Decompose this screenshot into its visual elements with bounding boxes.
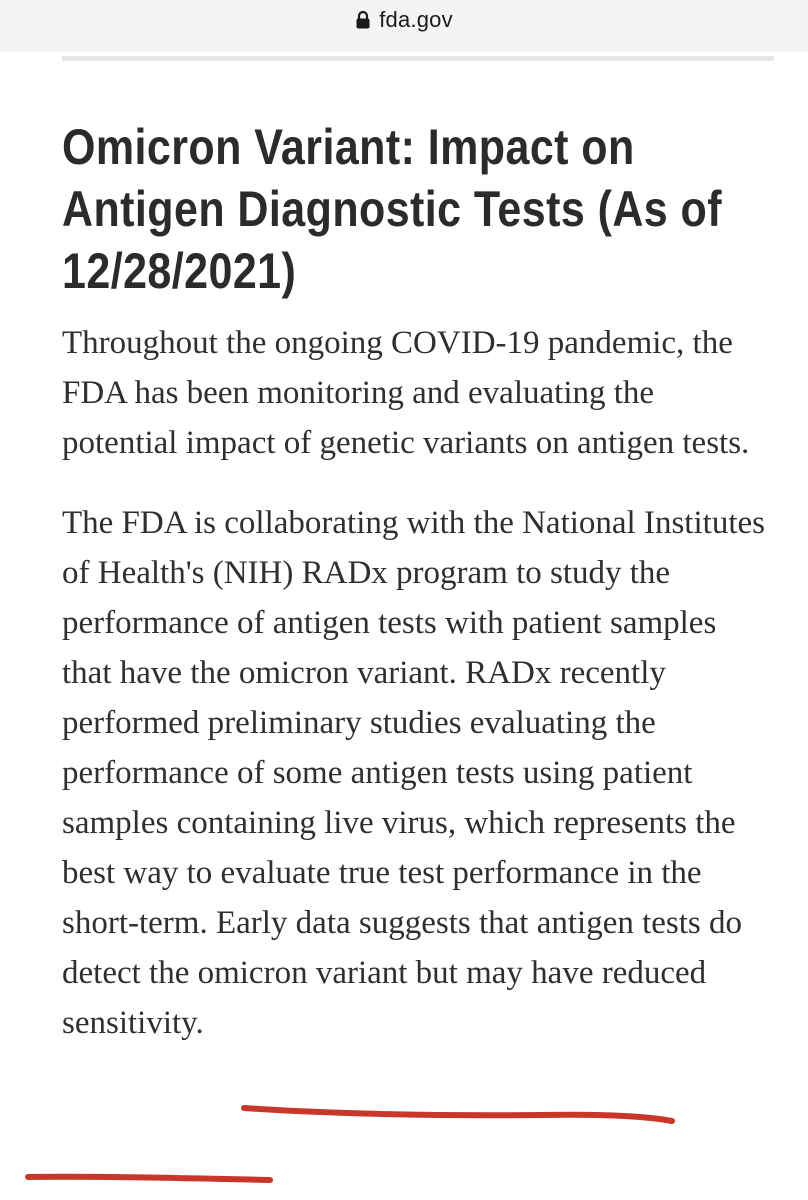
page-title: Omicron Variant: Impact on Antigen Diagnostic Tests (As of 12/28/2021)	[62, 119, 722, 299]
page-divider	[62, 56, 774, 61]
article	[62, 116, 774, 1048]
address-bar[interactable]	[0, 0, 808, 52]
url-text[interactable]: fda.gov	[379, 7, 453, 32]
underline-stroke-2	[28, 1177, 270, 1180]
paragraph-radx: The FDA is collaborating with the National Institutes of Health's (NIH) RADx program to study the performance of antigen tests with patient samples that have the omicron variant. RADx recently performed preliminary studies evaluating the performance of some antigen tests using patient samples containing live virus, which represents the best way to evaluate true test performance in the short-term. Early data suggests that antigen tests do detect the omicron variant but may have reduced sensitivity.	[62, 505, 765, 1041]
lock-icon	[355, 10, 371, 30]
address-display[interactable]	[355, 7, 453, 33]
underline-stroke-1	[244, 1108, 672, 1121]
paragraph-intro: Throughout the ongoing COVID-19 pandemic, the FDA has been monitoring and evaluating the potential impact of genetic variants on antigen tests.	[62, 325, 750, 461]
